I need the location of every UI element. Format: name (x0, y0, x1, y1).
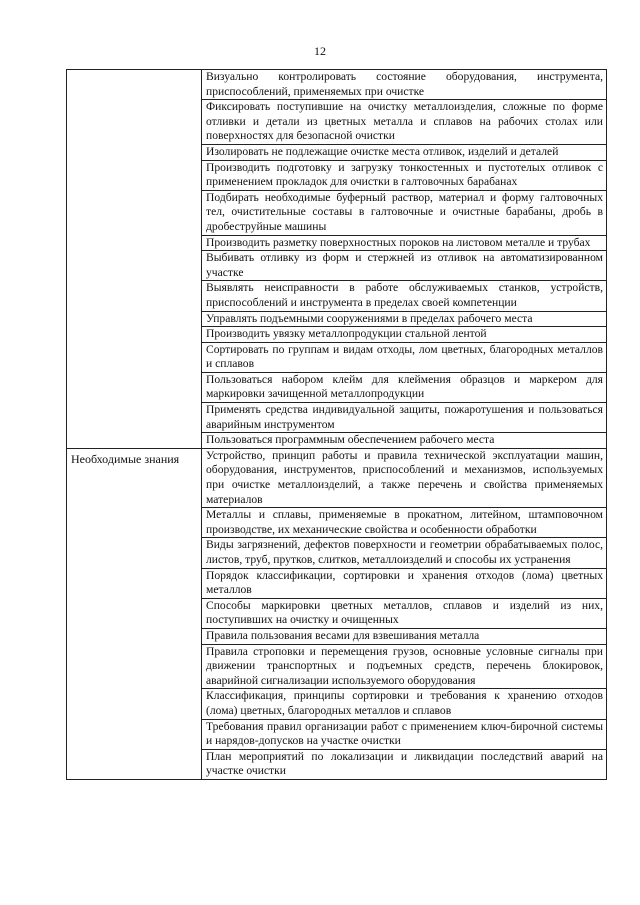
requirement-item: Выбивать отливку из форм и стержней из отливок на автоматизированном участке (202, 251, 607, 281)
requirement-item: Требования правил организации работ с применением ключ-бирочной системы и нарядов-допусков на участке очистки (202, 719, 607, 749)
requirement-item: Правила строповки и перемещения грузов, основные условные сигналы при движении транспортных и подъемных средств, перечень блокировок, аварийной сигнализации используемого оборудования (202, 644, 607, 689)
requirement-item: Устройство, принцип работы и правила технической эксплуатации машин, оборудования, инструментов, приспособлений и механизмов, используемых при очистке металлоизделий, а также перечень и свойства применяемых материалов (202, 448, 607, 507)
requirement-item: Управлять подъемными сооружениями в пределах рабочего места (202, 311, 607, 327)
row-group-label (67, 70, 202, 449)
requirement-item: Изолировать не подлежащие очистке места отливок, изделий и деталей (202, 144, 607, 160)
requirement-item: Фиксировать поступившие на очистку металлоизделия, сложные по форме отливки и детали из цветных металла и сплавов на рабочих столах или поверхностях для безопасной очистки (202, 100, 607, 145)
requirement-item: Пользоваться набором клейм для клеймения образцов и маркером для маркировки зачищенной металлопродукции (202, 372, 607, 402)
page-number: 12 (314, 44, 326, 58)
requirement-item: Виды загрязнений, дефектов поверхности и геометрии обрабатываемых полос, листов, труб, прутков, слитков, металлоизделий и способы их устранения (202, 538, 607, 568)
requirement-item: Правила пользования весами для взвешивания металла (202, 628, 607, 644)
requirement-item: Выявлять неисправности в работе обслуживаемых станков, устройств, приспособлений и инструмента в пределах своей компетенции (202, 281, 607, 311)
requirement-item: План мероприятий по локализации и ликвидации последствий аварий на участке очистки (202, 749, 607, 779)
requirement-item: Производить подготовку и загрузку тонкостенных и пустотелых отливок с применением прокладок для очистки в галтовочных барабанах (202, 160, 607, 190)
competency-table-body (67, 70, 607, 780)
requirement-item: Производить разметку поверхностных пороков на листовом металле и трубах (202, 235, 607, 251)
requirement-item: Классификация, принципы сортировки и требования к хранению отходов (лома) цветных, благородных металлов и сплавов (202, 689, 607, 719)
requirement-item: Металлы и сплавы, применяемые в прокатном, литейном, штамповочном производстве, их механические свойства и особенности обработки (202, 508, 607, 538)
requirement-item: Способы маркировки цветных металлов, сплавов и изделий из них, поступивших на очистку и очищенных (202, 598, 607, 628)
requirement-item: Пользоваться программным обеспечением рабочего места (202, 433, 607, 449)
requirement-item: Порядок классификации, сортировки и хранения отходов (лома) цветных металлов (202, 568, 607, 598)
requirement-item: Применять средства индивидуальной защиты, пожаротушения и пользоваться аварийным инструментом (202, 403, 607, 433)
table-row (67, 448, 607, 507)
requirement-item: Сортировать по группам и видам отходы, лом цветных, благородных металлов и сплавов (202, 342, 607, 372)
row-group-label: Необходимые знания (67, 448, 202, 779)
requirement-item: Производить увязку металлопродукции стальной лентой (202, 327, 607, 343)
requirement-item: Визуально контролировать состояние оборудования, инструмента, приспособлений, применяемых при очистке (202, 70, 607, 100)
requirement-item: Подбирать необходимые буферный раствор, материал и форму галтовочных тел, очистительные составы в галтовочные и очистные барабаны, дробь в дробеструйные машины (202, 190, 607, 235)
competency-table (66, 69, 607, 780)
table-row (67, 70, 607, 100)
